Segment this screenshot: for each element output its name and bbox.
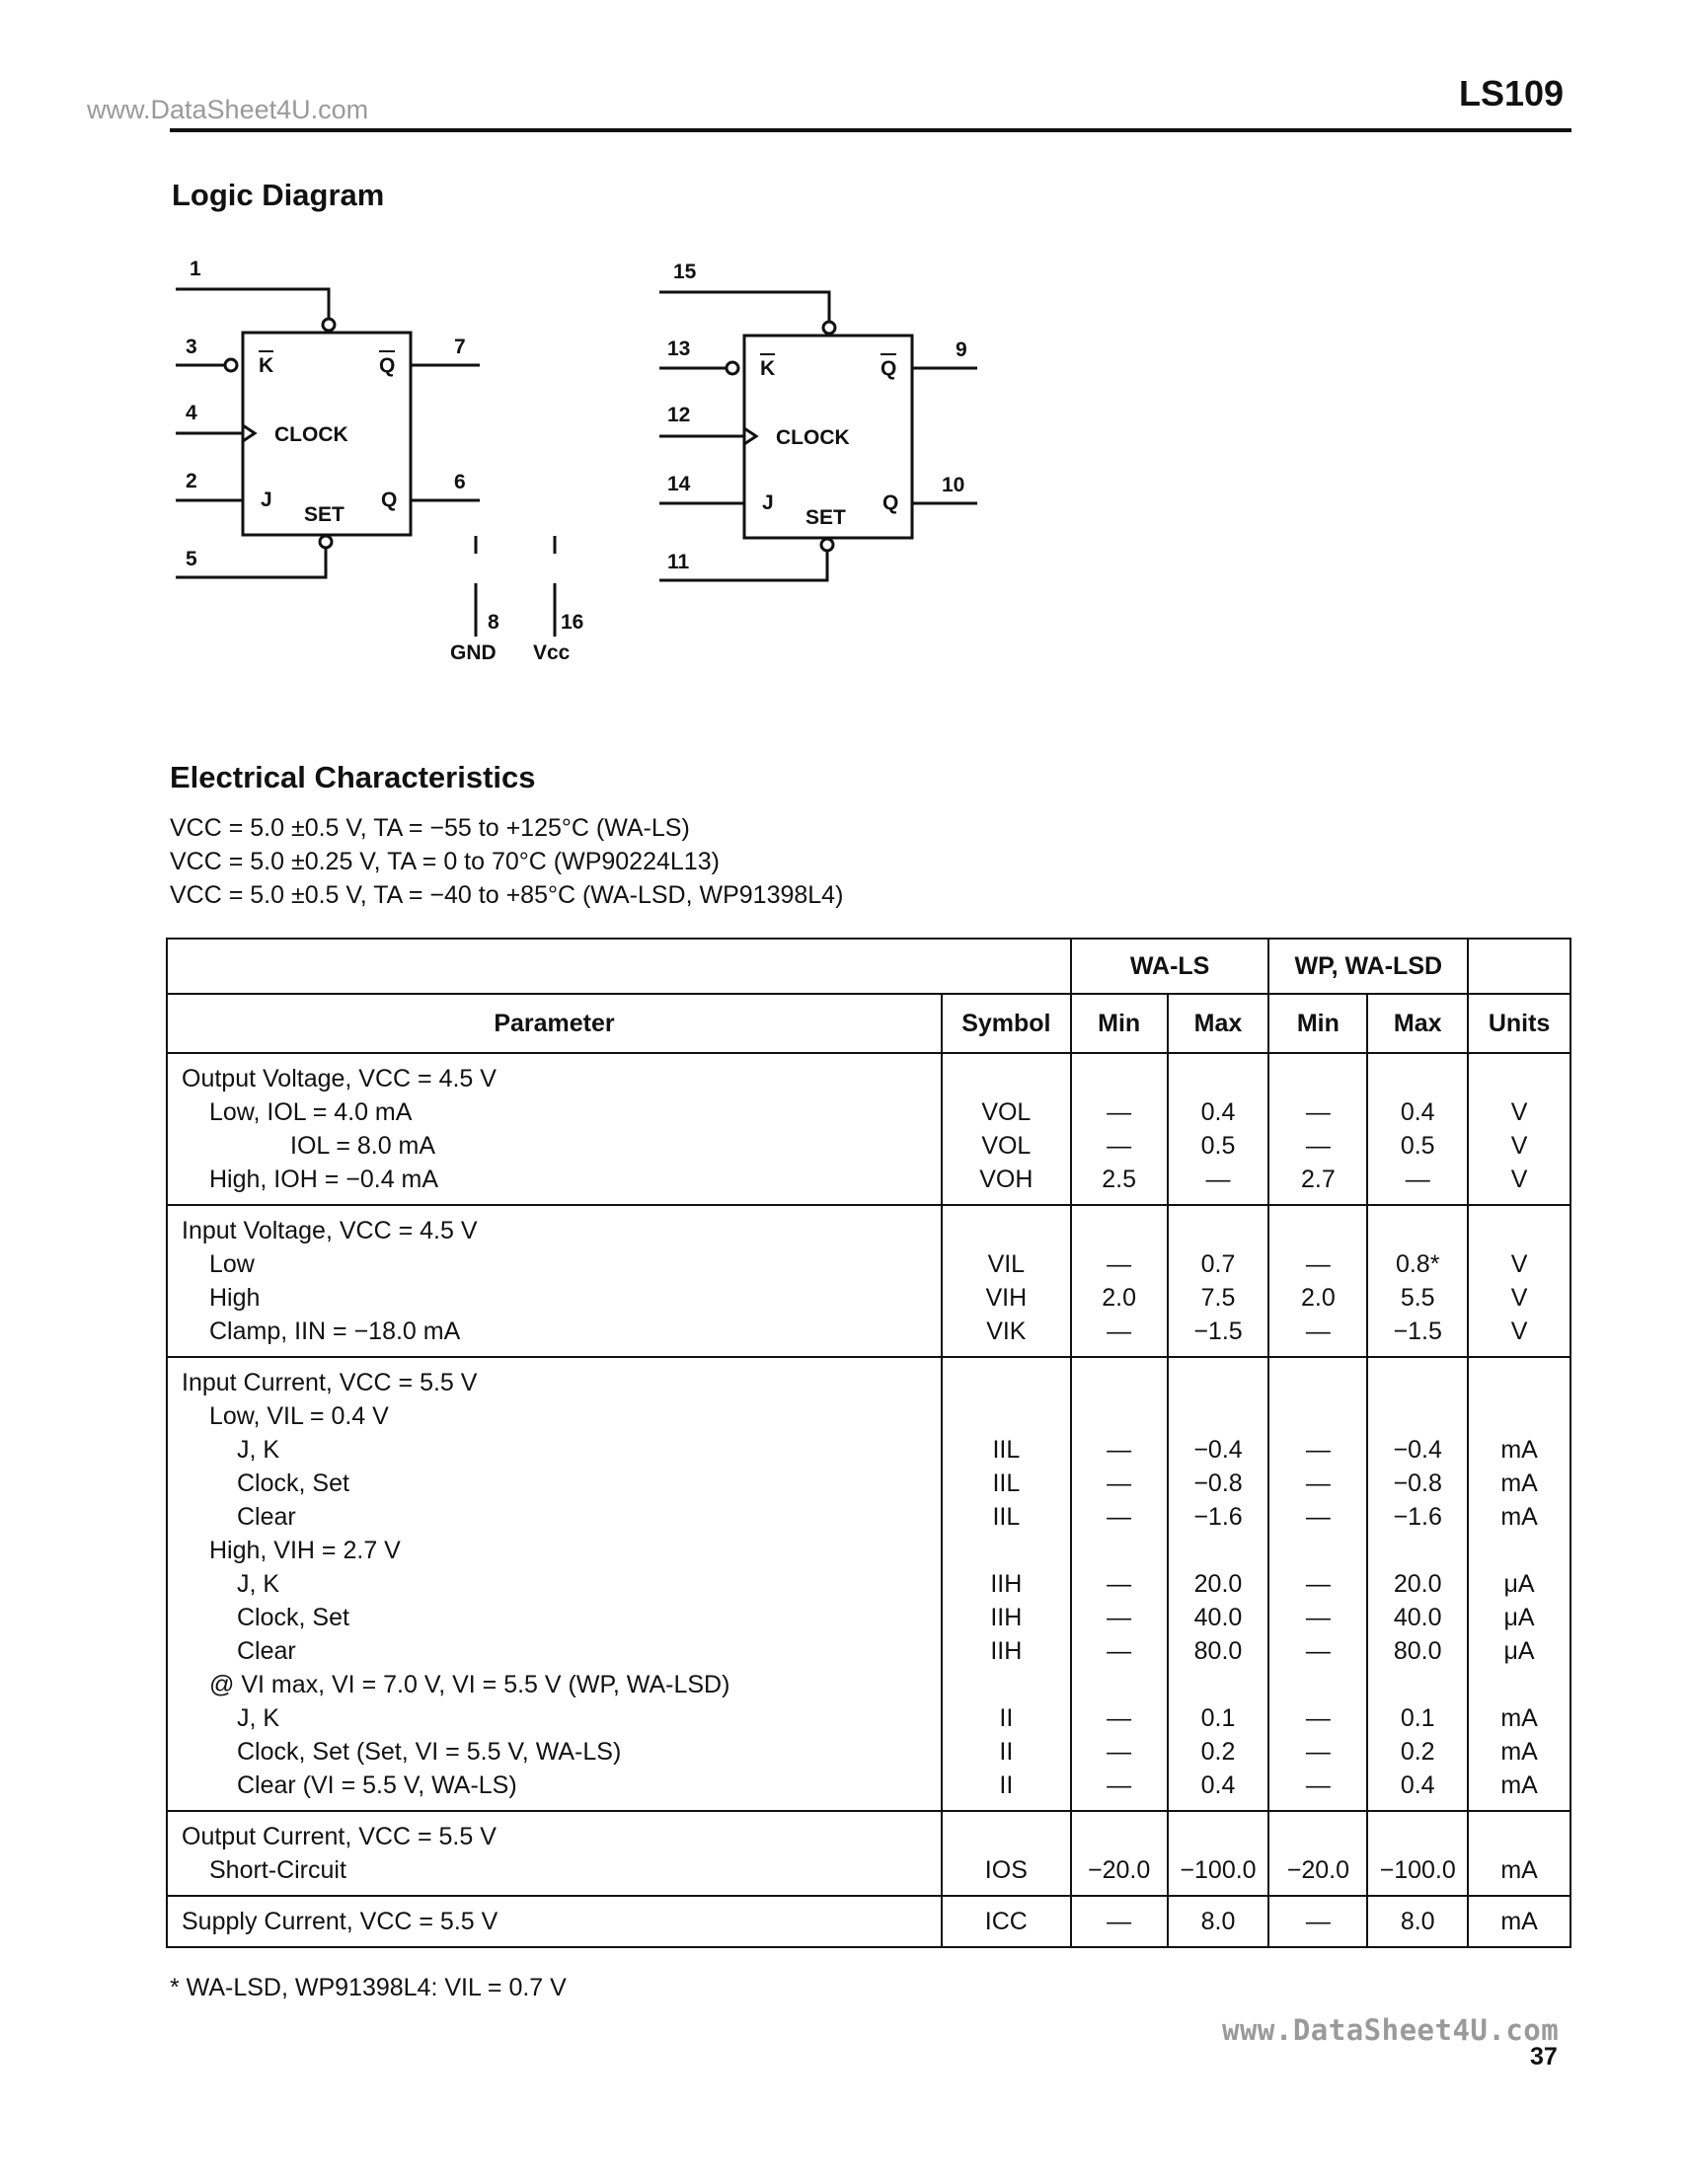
max-1-value: 20.0 xyxy=(1193,1570,1243,1598)
max-1-value xyxy=(1169,1820,1268,1853)
col-min-1: Min xyxy=(1071,994,1168,1053)
ffb-pin-12: 12 xyxy=(667,404,691,426)
min-2-value: — xyxy=(1305,1908,1331,1935)
units-cell xyxy=(1468,1357,1570,1811)
min-1-cell xyxy=(1071,1357,1168,1811)
units-value: mA xyxy=(1500,1856,1538,1884)
min-2-cell xyxy=(1268,1357,1367,1811)
min-2-value: — xyxy=(1305,1637,1331,1665)
max-2-value: 0.1 xyxy=(1400,1704,1435,1732)
max-1-value xyxy=(1169,1399,1268,1433)
min-1-cell xyxy=(1071,1205,1168,1357)
min-1-value: — xyxy=(1107,1604,1132,1631)
group-header-wp-wa-lsd: WP, WA-LSD xyxy=(1268,939,1468,994)
min-2-value: — xyxy=(1305,1098,1331,1126)
units-value: mA xyxy=(1500,1503,1538,1531)
flipflop-a-k-bubble xyxy=(225,359,237,371)
units-value xyxy=(1469,1820,1570,1853)
group-header-blank xyxy=(1468,939,1570,994)
flipflop-b-clear-bubble xyxy=(823,322,835,334)
units-value: μA xyxy=(1503,1604,1535,1631)
vcc-pin-label: 16 xyxy=(561,611,584,634)
table-row xyxy=(167,1053,1570,1205)
min-1-value: — xyxy=(1107,1637,1132,1665)
col-max-2: Max xyxy=(1367,994,1468,1053)
max-2-value xyxy=(1368,1668,1467,1701)
ffb-pin-10: 10 xyxy=(942,474,965,496)
min-1-value xyxy=(1072,1062,1167,1095)
min-2-value: — xyxy=(1305,1771,1331,1799)
max-1-value: −0.4 xyxy=(1193,1436,1243,1464)
ffb-j-label: J xyxy=(762,491,774,514)
parameter-line: Clamp, IIN = −18.0 mA xyxy=(209,1318,461,1345)
col-max-1: Max xyxy=(1168,994,1269,1053)
symbol-value xyxy=(943,1534,1070,1567)
max-1-value: 0.4 xyxy=(1200,1771,1236,1799)
parameter-line: Output Current, VCC = 5.5 V xyxy=(182,1823,497,1850)
min-2-value: — xyxy=(1305,1436,1331,1464)
ffa-clock-label: CLOCK xyxy=(274,423,348,446)
max-2-value: 0.4 xyxy=(1400,1771,1435,1799)
symbol-value: II xyxy=(999,1738,1014,1766)
condition-line: VCC = 5.0 ±0.5 V, TA = −55 to +125°C (WA-LS) xyxy=(170,814,690,842)
units-cell xyxy=(1468,1205,1570,1357)
parameter-line: Supply Current, VCC = 5.5 V xyxy=(182,1908,498,1935)
min-2-value: 2.0 xyxy=(1300,1284,1336,1312)
parameter-line: J, K xyxy=(237,1436,280,1464)
parameter-cell xyxy=(167,1205,942,1357)
watermark-bottom: www.DataSheet4U.com xyxy=(1222,2013,1560,2047)
units-value xyxy=(1469,1399,1570,1433)
symbol-value: II xyxy=(999,1771,1014,1799)
min-2-cell xyxy=(1268,1896,1367,1947)
watermark-top: www.DataSheet4U.com xyxy=(87,95,369,124)
ffb-pin-13: 13 xyxy=(667,338,691,360)
units-cell xyxy=(1468,1896,1570,1947)
max-1-value: — xyxy=(1205,1166,1231,1193)
flipflop-b-k-bubble xyxy=(727,362,738,374)
max-1-value: 8.0 xyxy=(1200,1908,1236,1935)
max-1-value: 0.5 xyxy=(1200,1132,1236,1160)
symbol-value xyxy=(943,1820,1070,1853)
units-value: μA xyxy=(1503,1637,1535,1665)
max-2-cell xyxy=(1367,1357,1468,1811)
flipflop-a-set-wire xyxy=(176,548,326,577)
symbol-value: IOS xyxy=(984,1856,1028,1884)
parameter-line: Low, VIL = 0.4 V xyxy=(209,1402,389,1430)
units-value: mA xyxy=(1500,1469,1538,1497)
symbol-value: IIH xyxy=(990,1637,1023,1665)
max-2-value: 40.0 xyxy=(1393,1604,1442,1631)
symbol-value xyxy=(943,1668,1070,1701)
parameter-line: @ VI max, VI = 7.0 V, VI = 5.5 V (WP, WA-LSD) xyxy=(209,1671,730,1698)
min-1-value: 2.5 xyxy=(1102,1166,1137,1193)
logic-diagram-title: Logic Diagram xyxy=(172,178,385,212)
gnd-label: GND xyxy=(450,641,497,664)
flipflop-b-set-bubble xyxy=(821,539,833,551)
min-1-value: — xyxy=(1107,1436,1132,1464)
max-2-value xyxy=(1368,1534,1467,1567)
max-1-value: 0.7 xyxy=(1200,1250,1236,1278)
max-1-cell xyxy=(1168,1896,1269,1947)
min-2-value: — xyxy=(1305,1604,1331,1631)
col-symbol: Symbol xyxy=(942,994,1071,1053)
parameter-line: Clear xyxy=(237,1503,296,1531)
flipflop-a-clock-triangle xyxy=(243,425,255,441)
max-2-value: 0.4 xyxy=(1400,1098,1435,1126)
max-1-value xyxy=(1169,1668,1268,1701)
group-header-row xyxy=(167,939,1570,994)
min-2-value xyxy=(1269,1062,1366,1095)
units-value: μA xyxy=(1503,1570,1535,1598)
ffb-pin-15: 15 xyxy=(673,261,697,283)
min-2-value xyxy=(1269,1214,1366,1247)
parameter-line: J, K xyxy=(237,1570,280,1598)
parameter-line: Low xyxy=(209,1250,255,1278)
table-row xyxy=(167,1205,1570,1357)
col-parameter: Parameter xyxy=(167,994,942,1053)
symbol-value: II xyxy=(999,1704,1014,1732)
flipflop-b-clock-triangle xyxy=(744,428,756,444)
max-1-value: −0.8 xyxy=(1193,1469,1243,1497)
units-cell xyxy=(1468,1811,1570,1896)
parameter-cell xyxy=(167,1053,942,1205)
symbol-cell xyxy=(942,1205,1071,1357)
units-value: V xyxy=(1510,1318,1528,1345)
ffb-set-label: SET xyxy=(805,506,846,529)
parameter-line: High, VIH = 2.7 V xyxy=(209,1537,401,1564)
parameter-line: Low, IOL = 4.0 mA xyxy=(209,1098,413,1126)
max-1-value xyxy=(1169,1534,1268,1567)
symbol-value xyxy=(943,1366,1070,1399)
symbol-value: IIL xyxy=(992,1436,1021,1464)
units-cell xyxy=(1468,1053,1570,1205)
min-1-cell xyxy=(1071,1811,1168,1896)
symbol-value: VIH xyxy=(985,1284,1028,1312)
max-2-cell xyxy=(1367,1896,1468,1947)
table-row xyxy=(167,1811,1570,1896)
electrical-table xyxy=(166,938,1571,1948)
max-2-value: 8.0 xyxy=(1400,1908,1435,1935)
ffa-q-label: Q xyxy=(381,489,398,511)
symbol-value: VOL xyxy=(981,1132,1032,1160)
max-2-cell xyxy=(1367,1811,1468,1896)
max-2-value: −0.8 xyxy=(1393,1469,1442,1497)
min-1-value xyxy=(1072,1366,1167,1399)
table-row xyxy=(167,1357,1570,1811)
symbol-value: IIL xyxy=(992,1469,1021,1497)
column-header-row xyxy=(167,994,1570,1053)
ffa-set-label: SET xyxy=(304,503,345,526)
parameter-line: Clear (VI = 5.5 V, WA-LS) xyxy=(237,1771,517,1799)
units-value xyxy=(1469,1214,1570,1247)
ffa-pin-2: 2 xyxy=(186,470,197,492)
col-min-2: Min xyxy=(1268,994,1367,1053)
footnote: * WA-LSD, WP91398L4: VIL = 0.7 V xyxy=(170,1974,567,2001)
min-2-value: — xyxy=(1305,1132,1331,1160)
symbol-cell xyxy=(942,1896,1071,1947)
min-2-value: 2.7 xyxy=(1300,1166,1336,1193)
ffa-pin-1: 1 xyxy=(190,258,201,280)
parameter-line: Short-Circuit xyxy=(209,1856,346,1884)
min-2-cell xyxy=(1268,1811,1367,1896)
electrical-title: Electrical Characteristics xyxy=(170,760,536,794)
min-1-value: — xyxy=(1107,1318,1132,1345)
min-1-value: — xyxy=(1107,1738,1132,1766)
min-1-value: — xyxy=(1107,1570,1132,1598)
symbol-value: VOL xyxy=(981,1098,1032,1126)
min-2-value: — xyxy=(1305,1469,1331,1497)
min-2-value: — xyxy=(1305,1503,1331,1531)
symbol-value xyxy=(943,1062,1070,1095)
max-2-value: 0.2 xyxy=(1400,1738,1435,1766)
ffb-q-label: Q xyxy=(882,491,899,514)
max-2-value: 80.0 xyxy=(1393,1637,1442,1665)
min-1-value xyxy=(1072,1820,1167,1853)
min-2-value xyxy=(1269,1668,1366,1701)
units-value: mA xyxy=(1500,1704,1538,1732)
max-2-cell xyxy=(1367,1205,1468,1357)
max-2-value: 0.8* xyxy=(1395,1250,1440,1278)
min-1-value: — xyxy=(1107,1098,1132,1126)
units-value: V xyxy=(1510,1166,1528,1193)
max-2-value: — xyxy=(1405,1166,1430,1193)
logic-diagram xyxy=(168,252,1007,686)
max-1-value xyxy=(1169,1366,1268,1399)
symbol-value: ICC xyxy=(984,1908,1028,1935)
flipflop-a-clear-bubble xyxy=(323,319,335,331)
parameter-line: Clock, Set xyxy=(237,1469,349,1497)
condition-line: VCC = 5.0 ±0.25 V, TA = 0 to 70°C (WP90224L13) xyxy=(170,848,720,875)
ffa-qbar-label: Q xyxy=(379,354,396,377)
units-value xyxy=(1469,1366,1570,1399)
symbol-value: IIL xyxy=(992,1503,1021,1531)
table-row xyxy=(167,1896,1570,1947)
parameter-line: Clock, Set (Set, VI = 5.5 V, WA-LS) xyxy=(237,1738,622,1766)
ffb-pin-11: 11 xyxy=(667,551,690,573)
parameter-line: High, IOH = −0.4 mA xyxy=(209,1166,439,1193)
units-value: V xyxy=(1510,1250,1528,1278)
ffb-pin-14: 14 xyxy=(667,473,691,495)
min-1-value: — xyxy=(1107,1908,1132,1935)
flipflop-a-k-bar-wire xyxy=(176,289,329,319)
units-value xyxy=(1469,1534,1570,1567)
ffa-k-label: K xyxy=(259,354,274,377)
ffb-pin-9: 9 xyxy=(956,339,967,361)
min-2-value xyxy=(1269,1399,1366,1433)
symbol-cell xyxy=(942,1357,1071,1811)
max-1-value: −1.5 xyxy=(1193,1318,1243,1345)
symbol-value: IIH xyxy=(990,1604,1023,1631)
max-1-cell xyxy=(1168,1811,1269,1896)
ffa-pin-7: 7 xyxy=(454,336,466,358)
symbol-value xyxy=(943,1214,1070,1247)
max-1-value: 0.2 xyxy=(1200,1738,1236,1766)
parameter-line: Clear xyxy=(237,1637,296,1665)
min-2-value: −20.0 xyxy=(1286,1856,1349,1884)
symbol-cell xyxy=(942,1811,1071,1896)
ffa-pin-5: 5 xyxy=(186,548,197,570)
parameter-line: Input Current, VCC = 5.5 V xyxy=(182,1369,478,1396)
vcc-label: Vcc xyxy=(533,641,571,664)
max-1-value: 0.1 xyxy=(1200,1704,1236,1732)
ffb-clock-label: CLOCK xyxy=(776,426,850,449)
max-2-value: 20.0 xyxy=(1393,1570,1442,1598)
min-1-value: — xyxy=(1107,1771,1132,1799)
max-1-cell xyxy=(1168,1205,1269,1357)
max-2-value xyxy=(1368,1366,1467,1399)
max-1-value xyxy=(1169,1062,1268,1095)
min-1-value xyxy=(1072,1214,1167,1247)
ffa-pin-3: 3 xyxy=(186,336,197,358)
symbol-value: IIH xyxy=(990,1570,1023,1598)
parameter-line: Output Voltage, VCC = 4.5 V xyxy=(182,1065,497,1092)
max-2-value: −0.4 xyxy=(1393,1436,1442,1464)
min-1-value: −20.0 xyxy=(1088,1856,1151,1884)
units-value: mA xyxy=(1500,1436,1538,1464)
symbol-value: VOH xyxy=(979,1166,1034,1193)
min-1-value: — xyxy=(1107,1132,1132,1160)
units-value: V xyxy=(1510,1284,1528,1312)
units-value xyxy=(1469,1668,1570,1701)
units-value xyxy=(1469,1062,1570,1095)
min-1-value: — xyxy=(1107,1503,1132,1531)
parameter-cell xyxy=(167,1357,942,1811)
max-2-value: −100.0 xyxy=(1379,1856,1456,1884)
parameter-line: Input Voltage, VCC = 4.5 V xyxy=(182,1217,478,1244)
max-1-value: 40.0 xyxy=(1193,1604,1243,1631)
max-2-value: 5.5 xyxy=(1400,1284,1435,1312)
max-1-cell xyxy=(1168,1053,1269,1205)
min-2-value xyxy=(1269,1534,1366,1567)
parameter-line: High xyxy=(209,1284,261,1312)
group-header-blank xyxy=(167,939,1071,994)
min-2-value xyxy=(1269,1820,1366,1853)
max-2-value: −1.6 xyxy=(1393,1503,1442,1531)
parameter-cell xyxy=(167,1896,942,1947)
header-rule xyxy=(170,128,1571,132)
units-value: mA xyxy=(1500,1738,1538,1766)
min-1-value: — xyxy=(1107,1250,1132,1278)
parameter-line: Clock, Set xyxy=(237,1604,349,1631)
document-title: LS109 xyxy=(1459,73,1565,113)
max-2-cell xyxy=(1367,1053,1468,1205)
units-value: mA xyxy=(1500,1771,1538,1799)
ffb-qbar-label: Q xyxy=(881,357,897,380)
ffb-k-label: K xyxy=(760,357,776,380)
flipflop-b-k-bar-wire xyxy=(659,292,829,322)
max-1-value: 80.0 xyxy=(1193,1637,1243,1665)
symbol-cell xyxy=(942,1053,1071,1205)
max-2-value xyxy=(1368,1399,1467,1433)
units-value: V xyxy=(1510,1098,1528,1126)
min-2-value: — xyxy=(1305,1250,1331,1278)
min-1-value: — xyxy=(1107,1704,1132,1732)
max-1-cell xyxy=(1168,1357,1269,1811)
max-2-value: 0.5 xyxy=(1400,1132,1435,1160)
units-value: V xyxy=(1510,1132,1528,1160)
symbol-value xyxy=(943,1399,1070,1433)
symbol-value: VIK xyxy=(986,1318,1027,1345)
min-1-cell xyxy=(1071,1896,1168,1947)
condition-line: VCC = 5.0 ±0.5 V, TA = −40 to +85°C (WA-LSD, WP91398L4) xyxy=(170,881,844,909)
max-1-value xyxy=(1169,1214,1268,1247)
max-1-value: 7.5 xyxy=(1200,1284,1236,1312)
min-2-cell xyxy=(1268,1205,1367,1357)
min-2-cell xyxy=(1268,1053,1367,1205)
max-1-value: 0.4 xyxy=(1200,1098,1236,1126)
parameter-cell xyxy=(167,1811,942,1896)
max-1-value: −100.0 xyxy=(1180,1856,1257,1884)
ffa-j-label: J xyxy=(261,489,272,511)
flipflop-a-set-bubble xyxy=(320,536,332,548)
min-1-value: — xyxy=(1107,1469,1132,1497)
min-1-value: 2.0 xyxy=(1102,1284,1137,1312)
group-header-wa-ls: WA-LS xyxy=(1071,939,1269,994)
max-2-value xyxy=(1368,1214,1467,1247)
max-1-value: −1.6 xyxy=(1193,1503,1243,1531)
max-2-value: −1.5 xyxy=(1393,1318,1442,1345)
min-2-value: — xyxy=(1305,1738,1331,1766)
col-units: Units xyxy=(1468,994,1570,1053)
min-1-cell xyxy=(1071,1053,1168,1205)
symbol-value: VIL xyxy=(987,1250,1026,1278)
min-2-value: — xyxy=(1305,1570,1331,1598)
min-1-value xyxy=(1072,1399,1167,1433)
min-2-value: — xyxy=(1305,1318,1331,1345)
ffa-pin-4: 4 xyxy=(186,402,197,424)
max-2-value xyxy=(1368,1062,1467,1095)
gnd-pin-label: 8 xyxy=(488,611,499,634)
min-2-value: — xyxy=(1305,1704,1331,1732)
parameter-line: IOL = 8.0 mA xyxy=(290,1132,436,1160)
min-1-value xyxy=(1072,1534,1167,1567)
parameter-line: J, K xyxy=(237,1704,280,1732)
max-2-value xyxy=(1368,1820,1467,1853)
min-1-value xyxy=(1072,1668,1167,1701)
ffa-pin-6: 6 xyxy=(454,471,466,493)
page-number: 37 xyxy=(1530,2043,1558,2071)
units-value: mA xyxy=(1500,1908,1538,1935)
min-2-value xyxy=(1269,1366,1366,1399)
